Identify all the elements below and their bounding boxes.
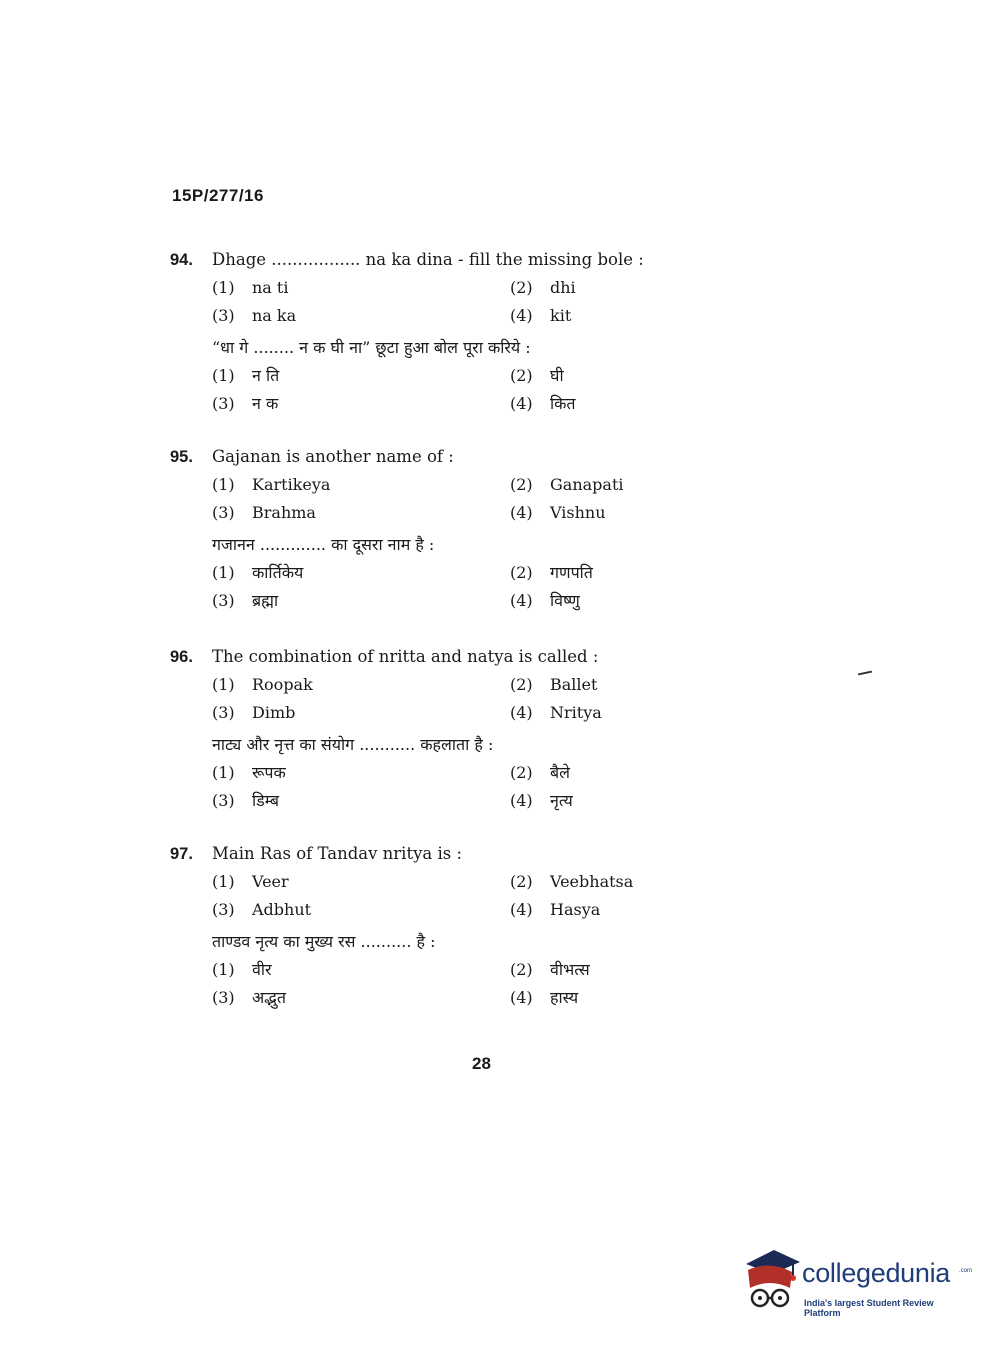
collegedunia-logo [740,1248,973,1318]
hindi-option [510,984,578,1012]
english-option [510,699,602,727]
english-option [212,699,295,727]
option-number: (1) [212,278,235,297]
english-option [510,274,576,302]
option-number: (4) [510,591,533,610]
option-text: Dimb [252,703,296,722]
option-text: कार्तिकेय [252,563,304,582]
option-text: नृत्य [550,791,573,810]
english-option [212,302,296,330]
hindi-option [510,559,593,587]
option-text: Nritya [550,703,602,722]
option-number: (3) [212,791,235,810]
option-number: (4) [510,791,533,810]
hindi-option [510,956,590,984]
option-number: (4) [510,306,533,325]
hindi-question-text: गजानन ............. का दूसरा नाम है : [212,535,435,554]
option-number: (2) [510,278,533,297]
option-text: गणपति [550,563,593,582]
question-number: 97. [170,845,193,863]
hindi-option [212,559,303,587]
option-number: (2) [510,563,533,582]
hindi-option [212,787,279,815]
option-number: (1) [212,872,235,891]
option-number: (1) [212,960,235,979]
option-number: (4) [510,900,533,919]
option-number: (3) [212,988,235,1007]
question-number: 94. [170,251,193,269]
english-options [170,274,730,330]
option-number: (4) [510,703,533,722]
option-number: (2) [510,763,533,782]
option-number: (2) [510,872,533,891]
option-number: (1) [212,675,235,694]
hindi-option [510,390,576,418]
option-text: डिम्ब [252,791,280,810]
question-text: Main Ras of Tandav nritya is : [212,844,463,863]
english-option [212,471,330,499]
english-option [510,671,597,699]
english-option [212,671,313,699]
question-text: Dhage ................. na ka dina - fill the missing bole : [212,250,644,269]
hindi-options [170,759,730,815]
question-block [170,643,730,815]
mascot-icon [740,1248,802,1314]
option-number: (2) [510,675,533,694]
page-number: 28 [472,1054,491,1073]
option-text: Ballet [550,675,598,694]
option-text: हास्य [550,988,579,1007]
option-text: वीर [252,960,272,979]
english-option [212,274,288,302]
option-number: (1) [212,763,235,782]
english-option [510,868,633,896]
option-text: Veer [252,872,289,891]
option-text: Vishnu [550,503,606,522]
option-text: Roopak [252,675,313,694]
logo-name: collegedunia [802,1258,951,1288]
option-number: (1) [212,475,235,494]
question-text: The combination of nritta and natya is called : [212,647,599,666]
hindi-option [212,587,278,615]
option-number: (3) [212,394,235,413]
option-text: Hasya [550,900,601,919]
hindi-option [510,362,564,390]
hindi-option [212,362,279,390]
option-number: (3) [212,900,235,919]
hindi-question-text: “धा गे ........ न क घी ना” छूटा हुआ बोल पूरा करिये : [212,338,531,357]
question-text: Gajanan is another name of : [212,447,454,466]
question-stem [170,840,730,868]
stray-mark [858,671,872,676]
option-text: घी [550,366,564,385]
english-option [212,868,289,896]
option-text: dhi [550,278,576,297]
hindi-options [170,956,730,1012]
option-number: (4) [510,394,533,413]
question-block [170,246,730,418]
option-number: (3) [212,306,235,325]
option-text: Brahma [252,503,316,522]
english-option [510,499,606,527]
english-option [212,499,316,527]
question-block [170,443,730,615]
hindi-option [212,759,286,787]
option-text: बैले [550,763,570,782]
english-option [212,896,311,924]
hindi-options [170,362,730,418]
hindi-question-text: ताण्डव नृत्य का मुख्य रस .......... है : [212,932,436,951]
option-text: न ति [252,366,280,385]
option-text: अद्भुत [252,988,286,1007]
english-options [170,868,730,924]
option-number: (3) [212,591,235,610]
option-text: na ti [252,278,289,297]
english-option [510,302,571,330]
hindi-option [212,984,286,1012]
english-option [510,896,600,924]
paper-code: 15P/277/16 [172,186,264,205]
hindi-option [510,587,580,615]
hindi-options [170,559,730,615]
hindi-option [212,390,278,418]
hindi-option [510,787,573,815]
option-number: (2) [510,366,533,385]
question-stem [170,643,730,671]
option-text: Ganapati [550,475,624,494]
english-options [170,471,730,527]
option-number: (1) [212,563,235,582]
option-text: na ka [252,306,297,325]
question-stem [170,443,730,471]
question-block [170,840,730,1012]
option-text: Veebhatsa [550,872,634,891]
option-text: रूपक [252,763,286,782]
hindi-option [212,956,272,984]
english-option [510,471,624,499]
option-number: (3) [212,703,235,722]
option-number: (4) [510,503,533,522]
hindi-question-text: नाट्य और नृत्त का संयोग ........... कहलाता है : [212,735,494,754]
option-number: (2) [510,960,533,979]
option-text: Adbhut [252,900,312,919]
question-number: 95. [170,448,193,466]
hindi-option [510,759,570,787]
option-text: वीभत्स [550,960,590,979]
logo-domain: .com [959,1268,973,1274]
question-stem [170,246,730,274]
option-number: (4) [510,988,533,1007]
option-text: ब्रह्मा [252,591,279,610]
logo-tagline: India's largest Student Review Platform [804,1298,934,1318]
option-text: न क [252,394,279,413]
option-text: कित [550,394,576,413]
option-number: (3) [212,503,235,522]
option-number: (2) [510,475,533,494]
option-text: विष्णु [550,591,580,610]
option-number: (1) [212,366,235,385]
question-number: 96. [170,648,193,666]
english-options [170,671,730,727]
option-text: Kartikeya [252,475,331,494]
option-text: kit [550,306,572,325]
